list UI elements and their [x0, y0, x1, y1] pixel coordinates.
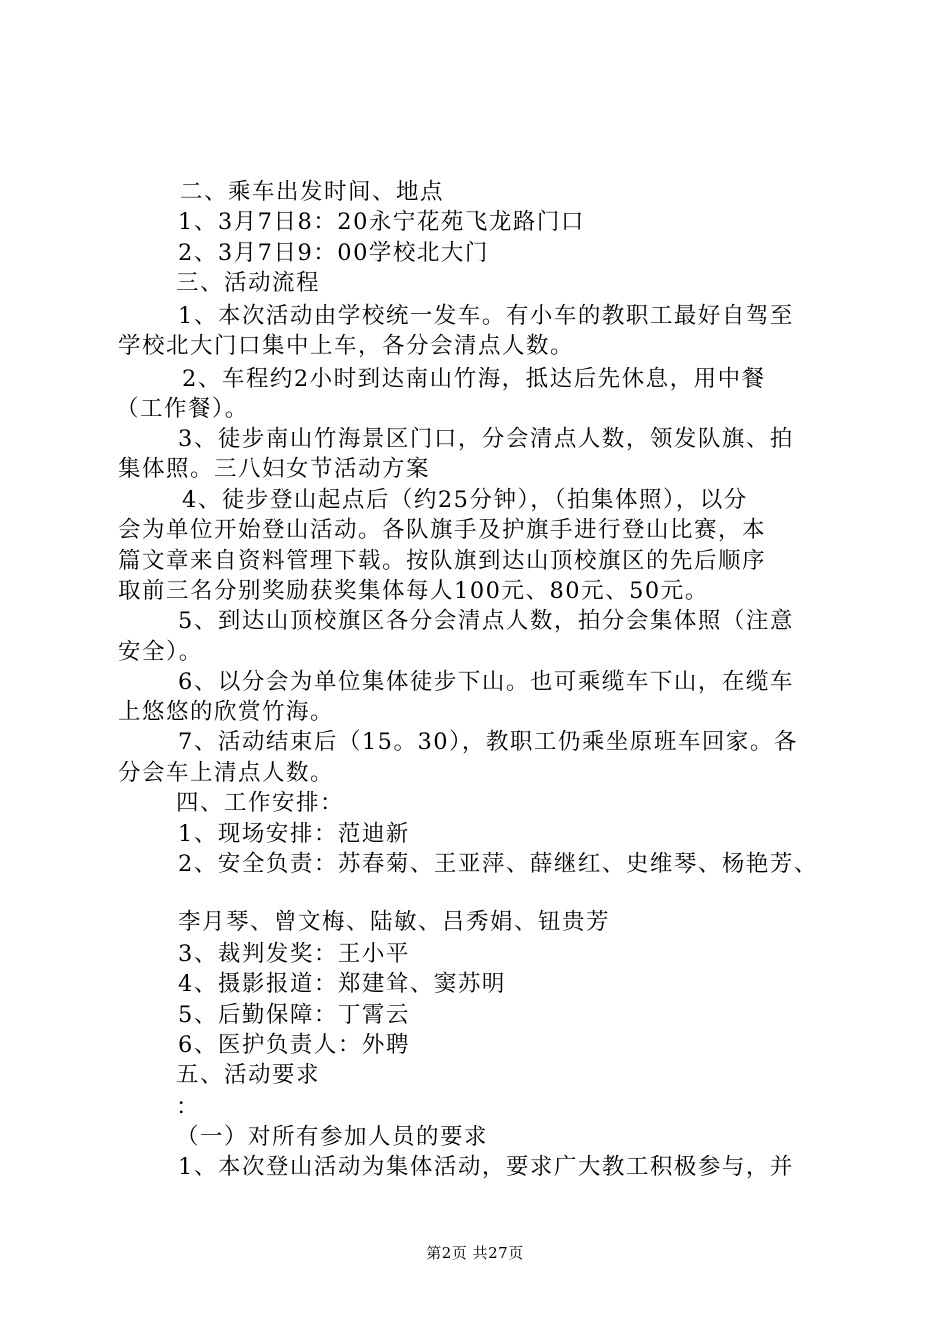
text-line: 5、到达山顶校旗区各分会清点人数，拍分会集体照（注意	[178, 608, 794, 634]
text-line: ：	[176, 1094, 201, 1120]
text-line: 6、医护负责人：外聘	[178, 1032, 410, 1058]
page-footer: 第2页 共27页	[426, 1244, 524, 1262]
text-line: （工作餐）。	[116, 396, 249, 422]
text-line: 1、本次活动由学校统一发车。有小车的教职工最好自驾至	[178, 303, 794, 329]
text-line: 二、乘车出发时间、地点	[180, 179, 445, 205]
text-line: 1、3月7日8：20永宁花苑飞龙路门口	[178, 209, 585, 235]
text-line: 3、裁判发奖：王小平	[178, 941, 410, 967]
text-line: 集体照。三八妇女节活动方案	[118, 456, 431, 482]
text-line: 4、摄影报道：郑建耸、窦苏明	[178, 971, 506, 997]
text-line: 5、后勤保障：丁霄云	[178, 1002, 410, 1028]
text-line: 分会车上清点人数。	[118, 760, 335, 786]
text-line: 李月琴、曾文梅、陆敏、吕秀娟、钮贵芳	[178, 909, 611, 935]
text-line: 四、工作安排：	[176, 790, 345, 816]
text-line: 4、徒步登山起点后（约25分钟），（拍集体照），以分	[182, 487, 748, 513]
text-line: 五、活动要求	[176, 1062, 321, 1088]
text-line: 学校北大门口集中上车，各分会清点人数。	[118, 333, 575, 359]
text-line: 6、以分会为单位集体徒步下山。也可乘缆车下山，在缆车	[178, 669, 794, 695]
text-line: （一）对所有参加人员的要求	[176, 1124, 489, 1150]
text-line: 篇文章来自资料管理下载。按队旗到达山顶校旗区的先后顺序	[118, 548, 767, 574]
text-line: 2、车程约2小时到达南山竹海，抵达后先休息，用中餐	[182, 366, 766, 392]
text-line: 三、活动流程	[176, 270, 321, 296]
text-line: 7、活动结束后（15。30），教职工仍乘坐原班车回家。各	[178, 729, 798, 755]
text-line: 1、现场安排：范迪新	[178, 821, 410, 847]
text-line: 2、安全负责：苏春菊、王亚萍、薛继红、史维琴、杨艳芳、	[178, 851, 818, 877]
text-line: 2、3月7日9：00学校北大门	[178, 240, 489, 266]
text-line: 1、本次登山活动为集体活动，要求广大教工积极参与，并	[178, 1154, 794, 1180]
text-line: 取前三名分别奖励获奖集体每人100元、80元、50元。	[118, 578, 709, 604]
text-line: 会为单位开始登山活动。各队旗手及护旗手进行登山比赛，本	[118, 517, 767, 543]
text-line: 安全）。	[118, 639, 203, 665]
text-line: 3、徒步南山竹海景区门口，分会清点人数，领发队旗、拍	[178, 426, 794, 452]
text-line: 上悠悠的欣赏竹海。	[118, 699, 335, 725]
